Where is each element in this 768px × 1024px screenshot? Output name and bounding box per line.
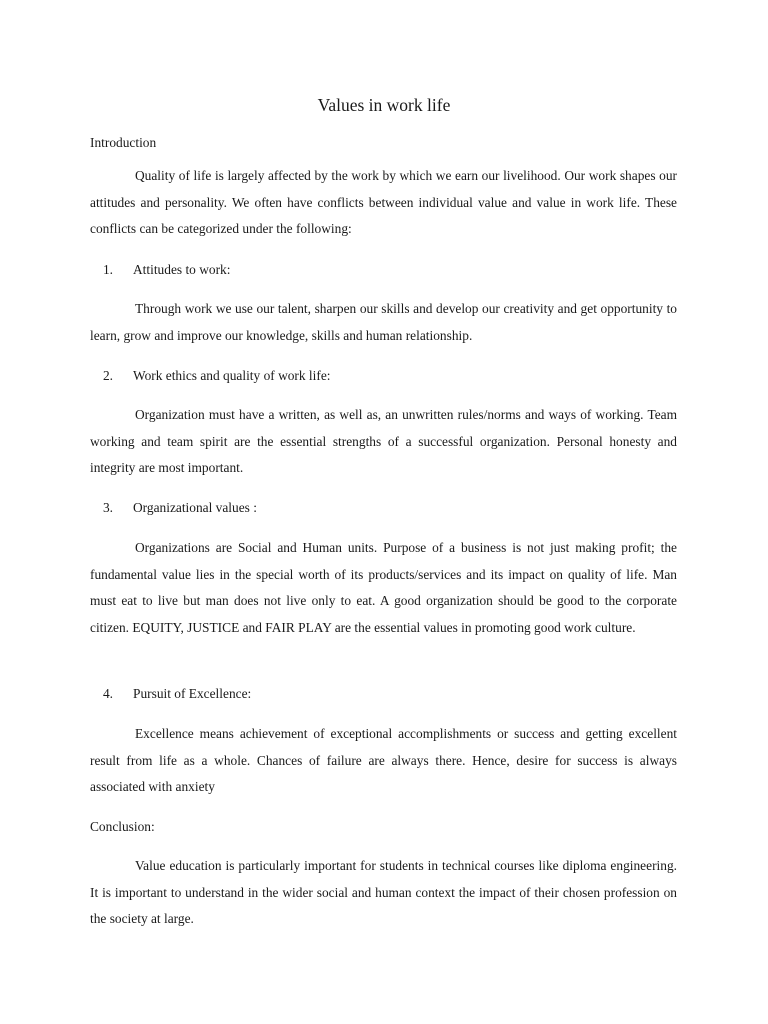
list-item-attitudes <box>90 257 677 284</box>
work-ethics-paragraph: Organization must have a written, as well as, an unwritten rules/norms and ways of working. Team working and team spirit are the essential strengths of a successful organization. Personal honesty and integrity are most important. <box>90 407 677 476</box>
organizational-values-paragraph: Organizations are Social and Human units. Purpose of a business is not just making profit; the fundamental value lies in the special worth of its products/services and its impact on quality of life. Man must eat to live but man does not live only to eat. A good organization should be good to the corporate citizen. EQUITY, JUSTICE and FAIR PLAY are the essential values in promoting good work culture. <box>90 540 677 635</box>
list-item-pursuit-of-excellence <box>90 681 677 708</box>
pursuit-of-excellence-paragraph: Excellence means achievement of exceptional accomplishments or success and getting excellent result from life as a whole. Chances of failure are always there. Hence, desire for success is always associated with anxiety <box>90 726 677 795</box>
conclusion-paragraph: Value education is particularly important for students in technical courses like diploma engineering. It is important to understand in the wider social and human context the impact of their chosen profession on the society at large. <box>90 858 677 927</box>
list-number: 1. <box>102 262 113 277</box>
list-label: Work ethics and quality of work life: <box>133 368 331 383</box>
list-item-work-ethics <box>90 363 677 390</box>
intro-paragraph: Quality of life is largely affected by the work by which we earn our livelihood. Our work shapes our attitudes and personality. We often have conflicts between individual value and value in work life. These conflicts can be categorized under the following: <box>90 168 677 237</box>
list-label: Attitudes to work: <box>133 262 231 277</box>
document-title: Values in work life <box>317 95 451 115</box>
list-number: 4. <box>102 686 113 701</box>
introduction-heading: Introduction <box>90 135 157 150</box>
attitudes-paragraph: Through work we use our talent, sharpen our skills and develop our creativity and get opportunity to learn, grow and improve our knowledge, skills and human relationship. <box>90 301 677 343</box>
list-label: Organizational values : <box>133 500 257 515</box>
list-item-organizational-values <box>90 495 677 522</box>
list-label: Pursuit of Excellence: <box>133 686 252 701</box>
conclusion-heading: Conclusion: <box>90 819 155 834</box>
list-number: 3. <box>102 500 113 515</box>
list-number: 2. <box>102 368 113 383</box>
